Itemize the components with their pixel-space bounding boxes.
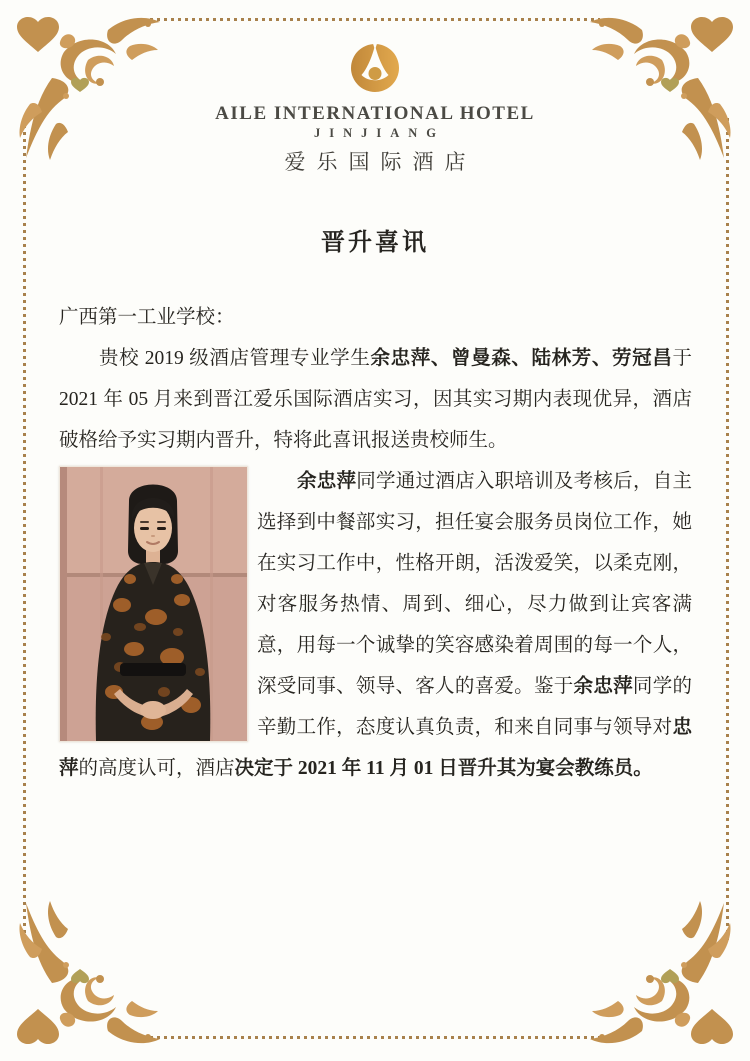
student-name-bold: 余忠萍 xyxy=(573,676,633,697)
text-run: 同学的辛勤工作，态度认真负责，和来自同事与领导对 xyxy=(257,676,692,738)
paragraph-intro xyxy=(59,338,692,461)
paragraph-detail xyxy=(59,461,692,789)
corner-flourish-icon xyxy=(0,893,168,1061)
aile-hotel-monogram-icon xyxy=(350,42,400,99)
dotted-border-bottom xyxy=(150,1036,600,1039)
text-run: 的高度认可，酒店 xyxy=(78,758,235,779)
dotted-border-top xyxy=(150,18,600,21)
letterhead xyxy=(0,42,750,176)
student-name-bold: 余忠萍 xyxy=(296,471,357,492)
text-run: 于 2021 年 05 月来到晋江爱乐国际酒店实习，因其实习期内表现优异，酒店破格给予实习期内晋升，特将此喜讯报送贵校师生。 xyxy=(59,348,692,451)
text-run: 贵校 2019 级酒店管理专业学生 xyxy=(98,348,371,369)
student-portrait-photo xyxy=(59,466,248,742)
page-title: 晋升喜讯 xyxy=(321,230,429,256)
hotel-city-en: JINJIANG xyxy=(313,126,446,140)
text-run: 广西第一工业学校： xyxy=(59,307,235,328)
hotel-name-en: AILE INTERNATIONAL HOTEL xyxy=(215,103,535,124)
salutation xyxy=(59,297,692,338)
student-names-bold: 余忠萍、曾曼森、陆林芳、劳冠昌 xyxy=(370,348,673,369)
text-run: 同学通过酒店入职培训及考核后，自主选择到中餐部实习，担任宴会服务员岗位工作，她在实习工作中，性格开朗，活泼爱笑，以柔克刚，对客服务热情、周到、细心，尽力做到让宾客满意，用每一个诚挚的笑容感染着周围的每一个人，深受同事、领导、客人的喜爱。鉴于 xyxy=(257,471,692,697)
student-name-bold: 忠萍 xyxy=(59,717,692,779)
hotel-name-cn: 爱乐国际酒店 xyxy=(284,150,477,174)
promotion-decision-bold: 决定于 2021 年 11 月 01 日晋升其为宴会教练员。 xyxy=(234,758,653,779)
letter-body xyxy=(59,297,692,789)
corner-flourish-icon xyxy=(582,893,750,1061)
